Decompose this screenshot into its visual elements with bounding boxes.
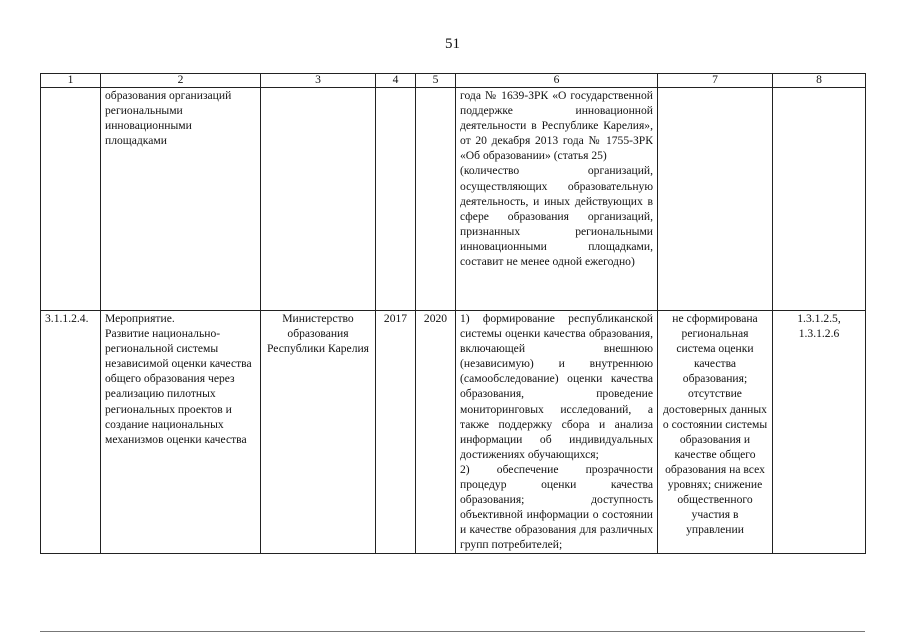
result-paragraph: (количество организаций, осуществляющих образовательную деятельность, и иных действующих в сфере образования организаций, признанных региональными инновационными площадками, составит не менее одной ежегодно): [460, 164, 653, 269]
column-header: 8: [773, 74, 866, 88]
cell-consequences: [658, 88, 773, 311]
cell-indicator-link: 1.3.1.2.5, 1.3.1.2.6: [773, 311, 866, 554]
measure-description: Развитие национально-региональной системы независимой оценки качества общего образования через реализацию пилотных региональных проектов и создание национальных механизмов оценки качества: [105, 327, 252, 446]
table-row: [41, 88, 866, 311]
cell-end-year: 2020: [416, 311, 456, 554]
column-header: 2: [101, 74, 261, 88]
table-header-row: [41, 74, 866, 88]
cell-start-year: [376, 88, 416, 311]
column-header: 5: [416, 74, 456, 88]
result-paragraph: года № 1639-ЗРК «О государственной поддержке инновационной деятельности в Республике Карелия», от 20 декабря 2013 года № 1755-ЗРК «Об образовании» (статья 25): [460, 89, 653, 163]
result-paragraph: 2) обеспечение прозрачности процедур оценки качества образования; доступность объективной информации о состоянии и качестве образования для различных групп потребителей;: [460, 462, 653, 552]
cell-measure: [101, 311, 261, 554]
result-paragraph: 1) формирование республиканской системы оценки качества образования, включающей внешнюю (независимую) и внутреннюю (самообследование) оценки качества образования, проведение мониторинговых исследований, а также поддержку сбора и анализа информации об индивидуальных достижениях обучающихся;: [460, 312, 653, 461]
cell-measure: образования организаций региональными инновационными площадками: [101, 88, 261, 311]
cell-start-year: 2017: [376, 311, 416, 554]
cell-number: [41, 88, 101, 311]
cell-end-year: [416, 88, 456, 311]
cell-consequences: не сформирована региональная система оценки качества образования; отсутствие достоверных данных о состоянии системы образования и качестве общего образования на всех уровнях; снижение общественного участия в управлении: [658, 311, 773, 554]
table-row: [41, 311, 866, 554]
page-number: 51: [445, 36, 460, 52]
cell-expected-result: [456, 88, 658, 311]
program-measures-table: [40, 73, 866, 554]
cell-indicator-link: [773, 88, 866, 311]
measure-title: Мероприятие.: [105, 312, 175, 325]
cell-expected-result: [456, 311, 658, 554]
cell-executor: [261, 88, 376, 311]
column-header: 6: [456, 74, 658, 88]
column-header: 4: [376, 74, 416, 88]
column-header: 7: [658, 74, 773, 88]
column-header: 1: [41, 74, 101, 88]
cell-number: 3.1.1.2.4.: [41, 311, 101, 554]
page-bottom-rule: [40, 631, 865, 632]
column-header: 3: [261, 74, 376, 88]
cell-executor: Министерство образования Республики Карелия: [261, 311, 376, 554]
